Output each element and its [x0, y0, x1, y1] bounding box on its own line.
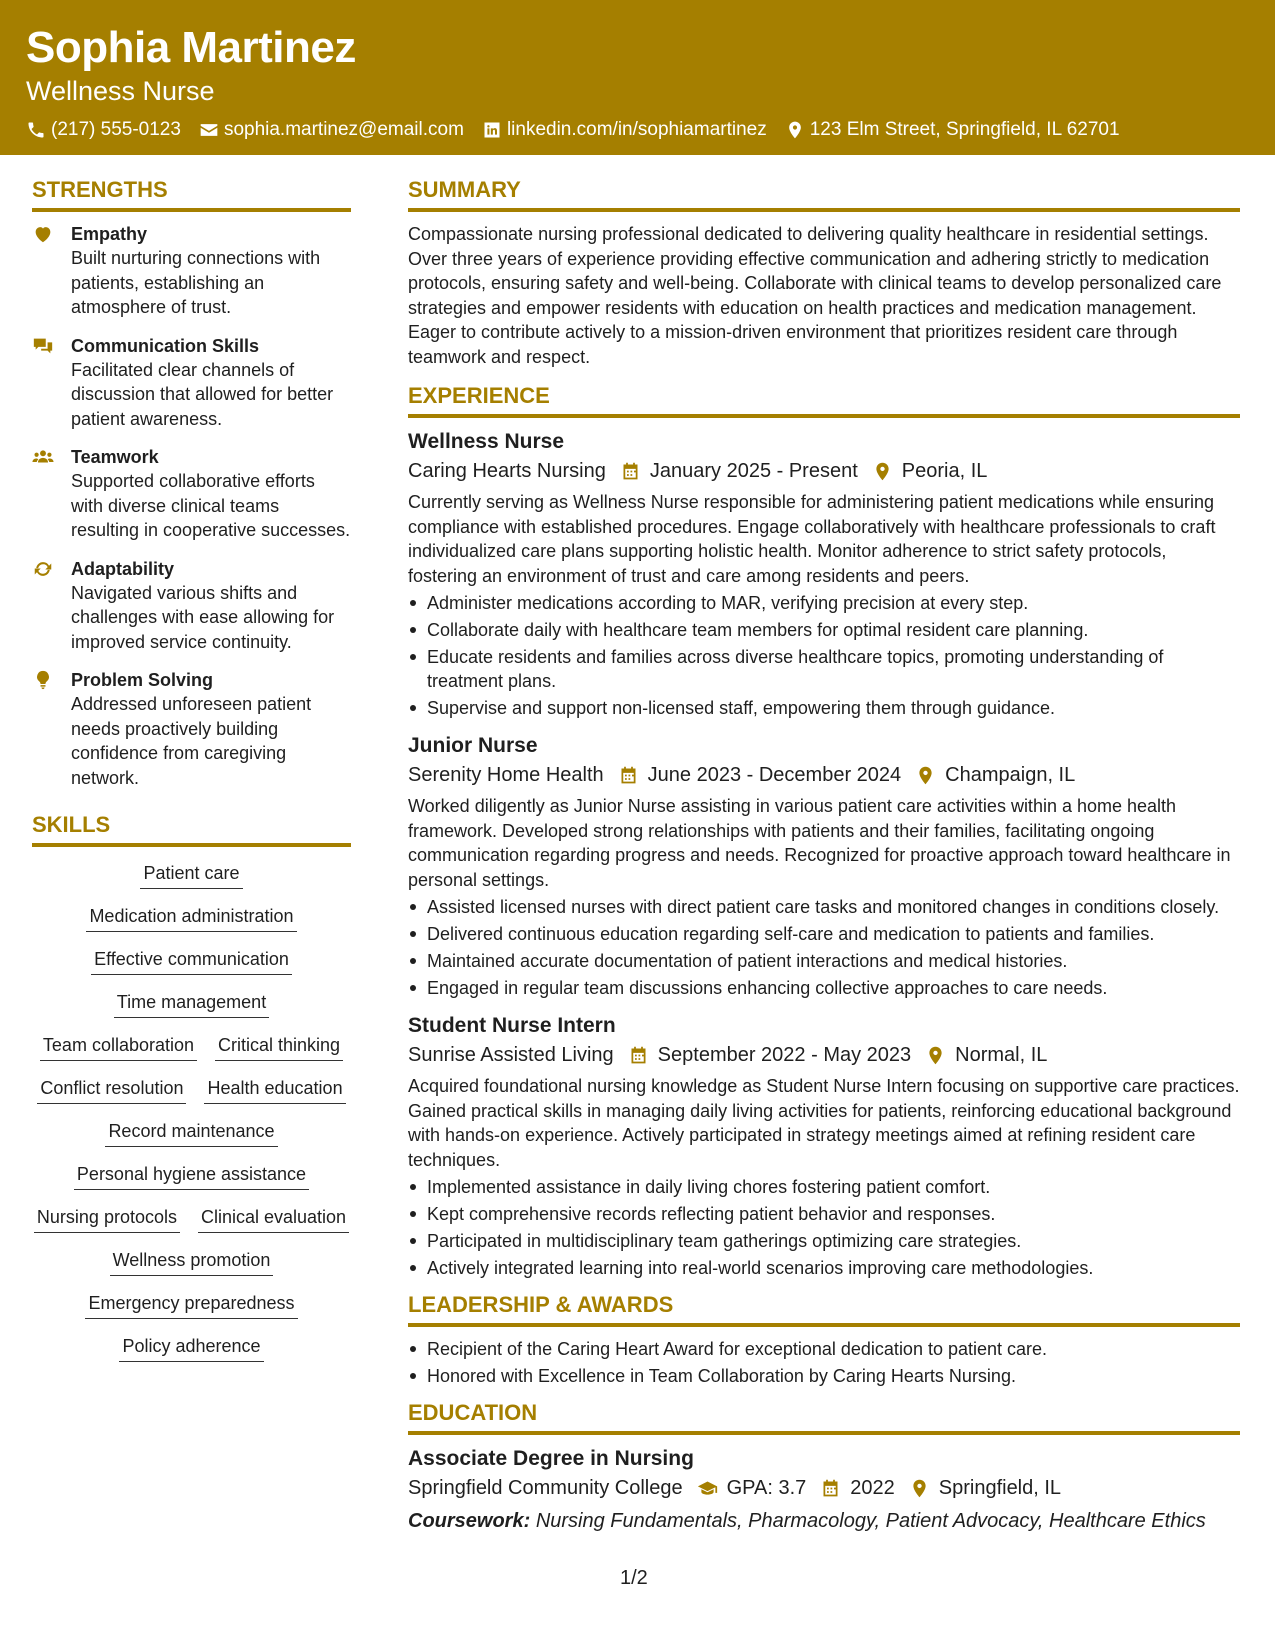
job-description: Acquired foundational nursing knowledge as Student Nurse Intern focusing on supportive care practices. Gained practical skills in managing daily living activities for patients, reinforcing educational background with hands-on experience. Actively participated in strategy meetings aimed at refining resident care techniques.	[408, 1076, 1240, 1170]
map-pin-icon	[785, 120, 805, 140]
chat-icon	[32, 335, 54, 357]
skill-tag: Record maintenance	[105, 1119, 277, 1147]
list-item: Collaborate daily with healthcare team members for optimal resident care planning.	[408, 618, 1240, 642]
awards-heading: LEADERSHIP & AWARDS	[408, 1292, 1240, 1327]
strength-title: Problem Solving	[71, 670, 214, 690]
list-item: Supervise and support non-licensed staff, empowering them through guidance.	[408, 696, 1240, 720]
job-entry	[408, 1012, 1240, 1280]
job-meta	[408, 456, 1240, 486]
skill-tag: Personal hygiene assistance	[74, 1162, 309, 1190]
skills-heading: SKILLS	[32, 812, 351, 847]
skill-tag: Emergency preparedness	[85, 1291, 297, 1319]
strength-item	[32, 445, 351, 543]
job-title: Junior Nurse	[408, 734, 538, 757]
strength-item	[32, 222, 351, 320]
strength-desc: Supported collaborative efforts with diverse clinical teams resulting in cooperative successes.	[71, 471, 351, 540]
job-dates: June 2023 - December 2024	[647, 764, 902, 786]
job-dates: January 2025 - Present	[649, 460, 858, 482]
job-entry	[408, 732, 1240, 1000]
list-item: Participated in multidisciplinary team gatherings optimizing care strategies.	[408, 1229, 1240, 1253]
graduation-cap-icon	[697, 1478, 718, 1499]
list-item: Assisted licensed nurses with direct patient care tasks and monitored changes in conditions closely.	[408, 895, 1240, 919]
linkedin-icon	[482, 120, 502, 140]
candidate-name: Sophia Martinez	[26, 23, 356, 72]
skill-tag: Nursing protocols	[34, 1205, 180, 1233]
job-dates: September 2022 - May 2023	[657, 1044, 912, 1066]
phone-icon	[26, 120, 46, 140]
job-location: Peoria, IL	[901, 460, 988, 482]
skill-tag: Team collaboration	[40, 1033, 197, 1061]
heart-icon	[32, 223, 54, 245]
list-item: Maintained accurate documentation of patient interactions and medical histories.	[408, 949, 1240, 973]
list-item: Delivered continuous education regarding self-care and medication to patients and families.	[408, 922, 1240, 946]
strength-desc: Navigated various shifts and challenges with ease allowing for improved service continuity.	[71, 582, 335, 652]
skill-tag: Conflict resolution	[37, 1076, 186, 1104]
job-bullets	[408, 1175, 1240, 1280]
skill-tag: Health education	[204, 1076, 345, 1104]
list-item: Engaged in regular team discussions enhancing collective approaches to care needs.	[408, 976, 1240, 1000]
coursework	[408, 1507, 1240, 1535]
skill-tag: Patient care	[140, 861, 242, 889]
list-item: Administer medications according to MAR, verifying precision at every step.	[408, 591, 1240, 615]
skill-tag: Critical thinking	[215, 1033, 343, 1061]
envelope-icon	[199, 120, 219, 140]
job-description: Worked diligently as Junior Nurse assisting in various patient care activities within a home health framework. Developed strong relationships with patients and their families, facilitating ongoing communication regarding progress and needs. Recognized for proactive approach toward healthcare in personal settings.	[408, 796, 1231, 890]
coursework-list: Nursing Fundamentals, Pharmacology, Patient Advocacy, Healthcare Ethics	[535, 1510, 1206, 1532]
skill-tag: Effective communication	[91, 947, 292, 975]
skill-tag: Medication administration	[86, 904, 296, 932]
job-location: Normal, IL	[955, 1044, 1048, 1066]
list-item: Kept comprehensive records reflecting patient behavior and responses.	[408, 1202, 1240, 1226]
education-heading: EDUCATION	[408, 1400, 1240, 1435]
job-description: Currently serving as Wellness Nurse responsible for administering patient medications while ensuring compliance with established procedures. Engage collaboratively with healthcare professionals to craft individualized care plans supporting holistic health. Monitor adherence to strict safety protocols, fostering an environment of trust and care among residents and peers.	[408, 492, 1216, 586]
page-number: 1/2	[620, 1567, 648, 1589]
candidate-role: Wellness Nurse	[26, 76, 215, 106]
job-bullets	[408, 895, 1240, 1000]
skills-list	[32, 861, 351, 1362]
contact-bar	[26, 118, 1249, 142]
summary-text: Compassionate nursing professional dedicated to delivering quality healthcare in residential settings. Over three years of experience providing effective communication and adhering strictly to medication protocols, ensuring safety and well-being. Collaborate with clinical teams to develop personalized care strategies and empower residents with education on health practices and medication management. Eager to contribute actively to a mission-driven environment that prioritizes resident care through teamwork and respect.	[408, 224, 1222, 367]
awards-list	[408, 1337, 1240, 1388]
sync-icon	[32, 558, 54, 580]
calendar-icon	[618, 765, 639, 786]
contact-email[interactable]	[199, 118, 464, 142]
graduation-year: 2022	[850, 1477, 895, 1499]
map-pin-icon	[925, 1045, 946, 1066]
job-title: Wellness Nurse	[408, 430, 565, 453]
email-text[interactable]: sophia.martinez@email.com	[223, 119, 464, 140]
strength-desc: Facilitated clear channels of discussion that allowed for better patient awareness.	[71, 359, 334, 429]
calendar-icon	[820, 1478, 841, 1499]
strength-title: Teamwork	[71, 447, 159, 467]
linkedin-text[interactable]: linkedin.com/in/sophiamartinez	[506, 119, 767, 140]
list-item: Honored with Excellence in Team Collaboration by Caring Hearts Nursing.	[408, 1364, 1240, 1388]
strength-item	[32, 668, 351, 790]
coursework-label: Coursework:	[408, 1510, 531, 1532]
school-name: Springfield Community College	[408, 1477, 683, 1499]
strength-title: Adaptability	[71, 558, 175, 579]
strengths-heading: STRENGTHS	[32, 177, 351, 212]
contact-linkedin[interactable]	[482, 118, 767, 142]
strength-title: Communication Skills	[71, 335, 260, 356]
summary-heading: SUMMARY	[408, 177, 1240, 212]
strength-desc: Built nurturing connections with patients, establishing an atmosphere of trust.	[71, 248, 321, 317]
strength-title: Empathy	[71, 224, 148, 244]
job-company: Caring Hearts Nursing	[408, 460, 606, 482]
list-item: Implemented assistance in daily living chores fostering patient comfort.	[408, 1175, 1240, 1199]
calendar-icon	[628, 1045, 649, 1066]
contact-phone	[26, 118, 181, 142]
job-entry	[408, 428, 1240, 720]
skill-tag: Clinical evaluation	[198, 1205, 349, 1233]
gpa: GPA: 3.7	[726, 1477, 807, 1499]
education-location: Springfield, IL	[938, 1477, 1062, 1499]
users-icon	[32, 446, 54, 468]
skill-tag: Policy adherence	[119, 1334, 263, 1362]
degree-title: Associate Degree in Nursing	[408, 1447, 694, 1470]
phone-text: (217) 555-0123	[51, 119, 181, 140]
list-item: Actively integrated learning into real-world scenarios improving care methodologies.	[408, 1256, 1240, 1280]
strength-item	[32, 557, 351, 655]
education-meta	[408, 1473, 1240, 1503]
job-meta	[408, 1040, 1240, 1070]
skill-tag: Wellness promotion	[110, 1248, 274, 1276]
list-item: Educate residents and families across diverse healthcare topics, promoting understanding of treatment plans.	[408, 645, 1240, 693]
right-column	[408, 177, 1240, 1535]
experience-heading: EXPERIENCE	[408, 383, 1240, 418]
job-location: Champaign, IL	[945, 764, 1076, 786]
job-company: Sunrise Assisted Living	[408, 1044, 614, 1066]
strength-desc: Addressed unforeseen patient needs proactively building confidence from caregiving network.	[71, 694, 312, 788]
left-column	[32, 177, 351, 1362]
lightbulb-icon	[32, 669, 54, 691]
resume-body	[0, 155, 1275, 1650]
contact-address	[785, 118, 1120, 142]
calendar-icon	[620, 461, 641, 482]
job-bullets	[408, 591, 1240, 720]
strength-item	[32, 334, 351, 432]
map-pin-icon	[872, 461, 893, 482]
map-pin-icon	[915, 765, 936, 786]
address-text: 123 Elm Street, Springfield, IL 62701	[809, 119, 1120, 140]
job-company: Serenity Home Health	[408, 764, 604, 786]
map-pin-icon	[909, 1478, 930, 1499]
resume-header	[0, 0, 1275, 155]
list-item: Recipient of the Caring Heart Award for exceptional dedication to patient care.	[408, 1337, 1240, 1361]
skill-tag: Time management	[114, 990, 269, 1018]
job-meta	[408, 760, 1240, 790]
job-title: Student Nurse Intern	[408, 1014, 616, 1037]
